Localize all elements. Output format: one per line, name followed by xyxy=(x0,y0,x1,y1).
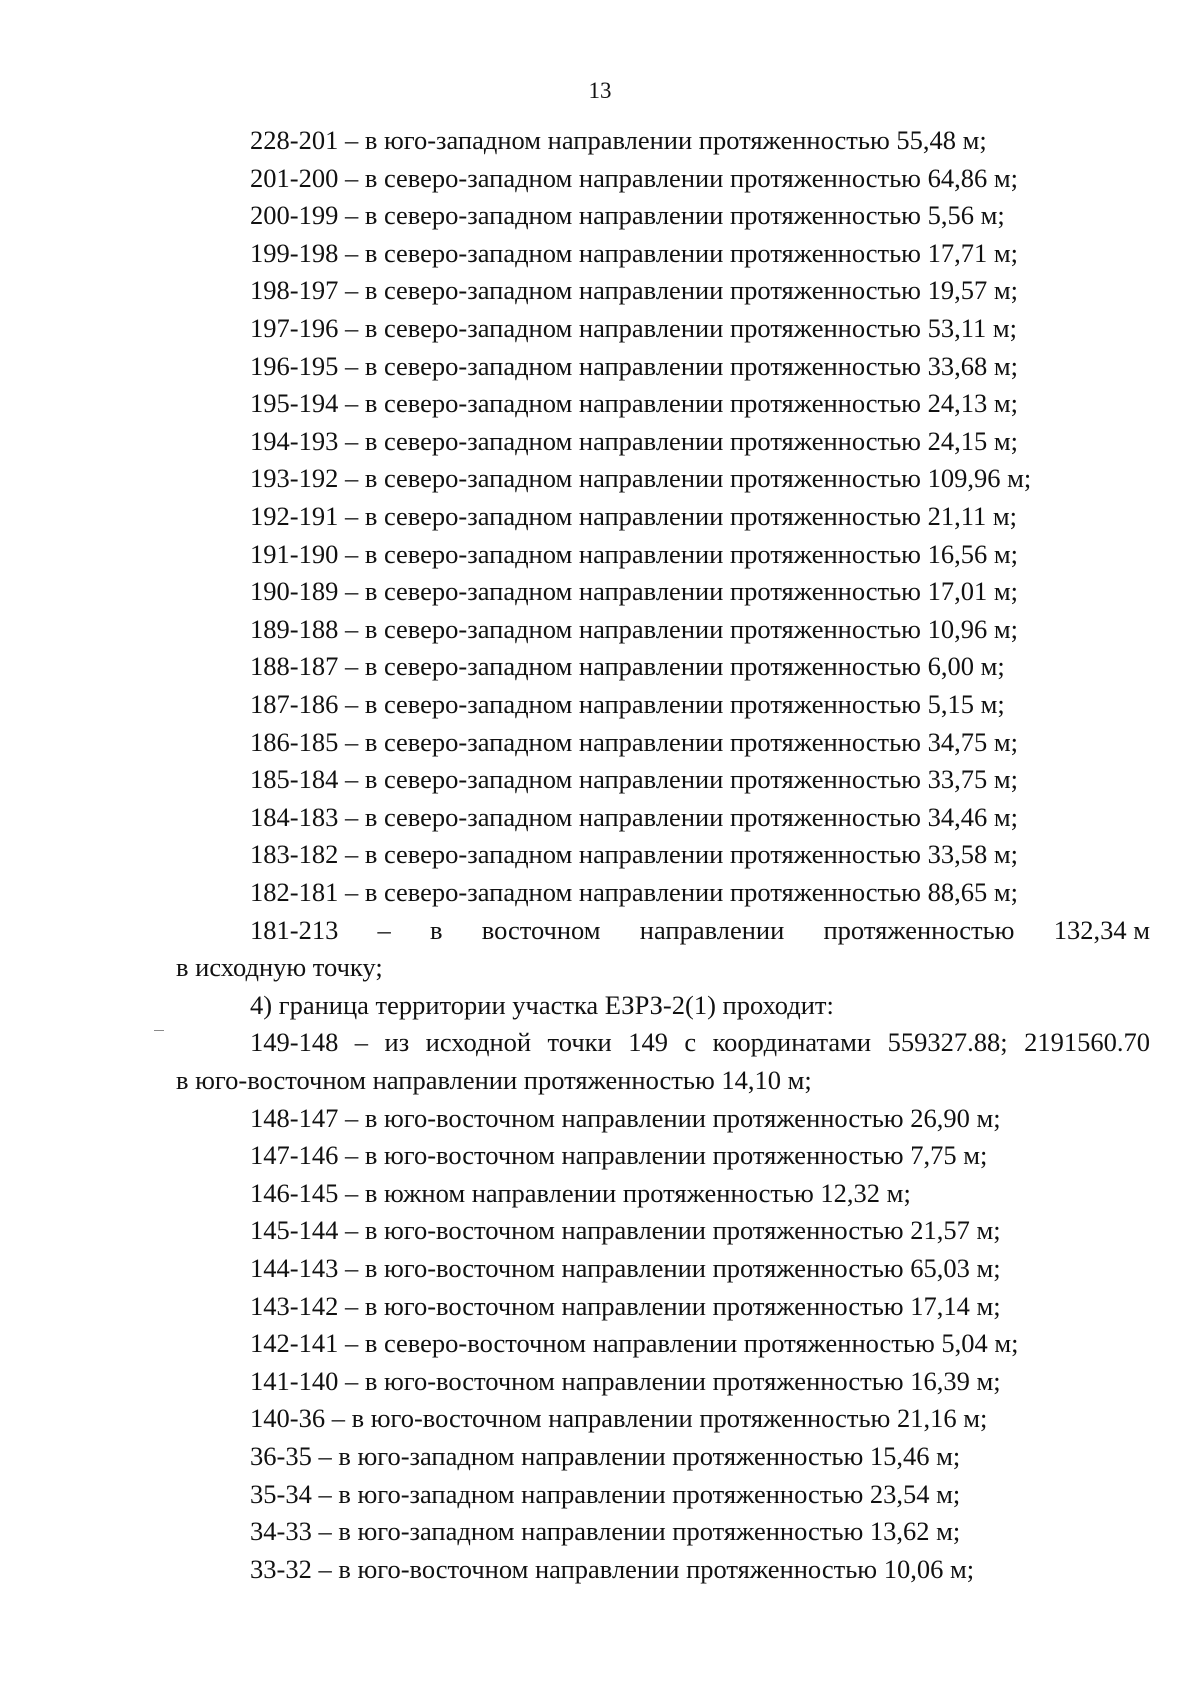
boundary-segment-line: 183-182 – в северо-западном направлении протяженностью 33,58 м; xyxy=(250,839,1018,870)
boundary-segment-line: 35-34 – в юго-западном направлении протяженностью 23,54 м; xyxy=(250,1478,961,1509)
page-number: 13 xyxy=(588,78,612,103)
boundary-segment-line: 36-35 – в юго-западном направлении протяженностью 15,46 м; xyxy=(250,1441,961,1471)
boundary-segment-line: 33-32 – в юго-восточном направлении протяженностью 10,06 м; xyxy=(250,1553,975,1584)
boundary-segment-line: 201-200 – в северо-западном направлении протяженностью 64,86 м; xyxy=(250,162,1018,193)
segment-word: протяженностью xyxy=(823,914,1015,945)
boundary-segment-line: 195-194 – в северо-западном направлении протяженностью 24,13 м; xyxy=(250,388,1018,419)
boundary-segment-line: 142-141 – в северо-восточном направлении протяженностью 5,04 м; xyxy=(250,1328,1019,1359)
boundary-segment-line: 146-145 – в южном направлении протяженностью 12,32 м; xyxy=(250,1177,911,1208)
boundary-segment-line: 148-147 – в юго-восточном направлении протяженностью 26,90 м; xyxy=(250,1102,1001,1133)
segment-word: 559327.88; xyxy=(887,1027,1008,1058)
segment-181-213 xyxy=(250,914,1150,946)
boundary-segment-line: 140-36 – в юго-восточном направлении протяженностью 21,16 м; xyxy=(250,1403,988,1434)
boundary-segment-line: 144-143 – в юго-восточном направлении протяженностью 65,03 м; xyxy=(250,1253,1001,1283)
segment-149-148-continuation: в юго-восточном направлении протяженностью 14,10 м; xyxy=(176,1065,812,1095)
segment-181-213-continuation: в исходную точку; xyxy=(176,952,383,983)
segment-word: 181-213 xyxy=(250,914,339,945)
boundary-segment-line: 200-199 – в северо-западном направлении протяженностью 5,56 м; xyxy=(250,200,1005,231)
boundary-segment-line: 191-190 – в северо-западном направлении протяженностью 16,56 м; xyxy=(250,538,1018,569)
segment-word: исходной xyxy=(425,1027,532,1058)
boundary-segment-line: 188-187 – в северо-западном направлении протяженностью 6,00 м; xyxy=(250,651,1005,682)
boundary-segment-line: 184-183 – в северо-западном направлении протяженностью 34,46 м; xyxy=(250,801,1018,832)
boundary-segment-line: 34-33 – в юго-западном направлении протяженностью 13,62 м; xyxy=(250,1516,961,1547)
boundary-segment-line: 198-197 – в северо-западном направлении протяженностью 19,57 м; xyxy=(250,275,1018,306)
segment-word: – xyxy=(377,914,391,945)
boundary-segment-line: 182-181 – в северо-западном направлении протяженностью 88,65 м; xyxy=(250,877,1018,907)
boundary-segment-line: 199-198 – в северо-западном направлении протяженностью 17,71 м; xyxy=(250,237,1018,268)
boundary-segment-line: 189-188 – в северо-западном направлении протяженностью 10,96 м; xyxy=(250,613,1018,644)
margin-scan-mark xyxy=(154,1030,164,1031)
boundary-segment-line: 145-144 – в юго-восточном направлении протяженностью 21,57 м; xyxy=(250,1215,1001,1246)
segment-word: 149-148 xyxy=(250,1027,339,1058)
boundary-segment-line: 186-185 – в северо-западном направлении протяженностью 34,75 м; xyxy=(250,726,1018,757)
boundary-segment-line: 185-184 – в северо-западном направлении протяженностью 33,75 м; xyxy=(250,764,1018,795)
boundary-segment-line: 193-192 – в северо-западном направлении протяженностью 109,96 м; xyxy=(250,463,1032,494)
boundary-segment-line: 147-146 – в юго-восточном направлении протяженностью 7,75 м; xyxy=(250,1140,988,1171)
boundary-segment-line: 197-196 – в северо-западном направлении протяженностью 53,11 м; xyxy=(250,313,1017,343)
boundary-segment-line: 143-142 – в юго-восточном направлении протяженностью 17,14 м; xyxy=(250,1290,1001,1321)
segment-word: 2191560.70 xyxy=(1024,1027,1150,1058)
segment-word: точки xyxy=(547,1027,612,1058)
segment-word: координатами xyxy=(712,1027,872,1058)
boundary-segment-line: 196-195 – в северо-западном направлении протяженностью 33,68 м; xyxy=(250,350,1018,381)
segment-word: с xyxy=(684,1027,697,1058)
boundary-segment-line: 192-191 – в северо-западном направлении протяженностью 21,11 м; xyxy=(250,501,1017,531)
boundary-segment-line: 190-189 – в северо-западном направлении протяженностью 17,01 м; xyxy=(250,576,1018,607)
segment-word: из xyxy=(384,1027,410,1058)
boundary-segment-line: 141-140 – в юго-восточном направлении протяженностью 16,39 м; xyxy=(250,1365,1001,1396)
segment-word: направлении xyxy=(639,914,785,945)
segment-word: восточном xyxy=(481,914,601,945)
boundary-segment-line: 228-201 – в юго-западном направлении протяженностью 55,48 м; xyxy=(250,125,987,155)
segment-149-148 xyxy=(250,1026,1150,1058)
section-heading: 4) граница территории участка ЕЗРЗ-2(1) проходит: xyxy=(250,989,834,1020)
segment-word: – xyxy=(354,1027,369,1058)
segment-word: 149 xyxy=(628,1027,668,1058)
boundary-segment-line: 187-186 – в северо-западном направлении протяженностью 5,15 м; xyxy=(250,689,1005,719)
segment-word: в xyxy=(430,914,443,945)
boundary-segment-line: 194-193 – в северо-западном направлении протяженностью 24,15 м; xyxy=(250,425,1018,456)
segment-word: 132,34 м xyxy=(1053,914,1150,945)
